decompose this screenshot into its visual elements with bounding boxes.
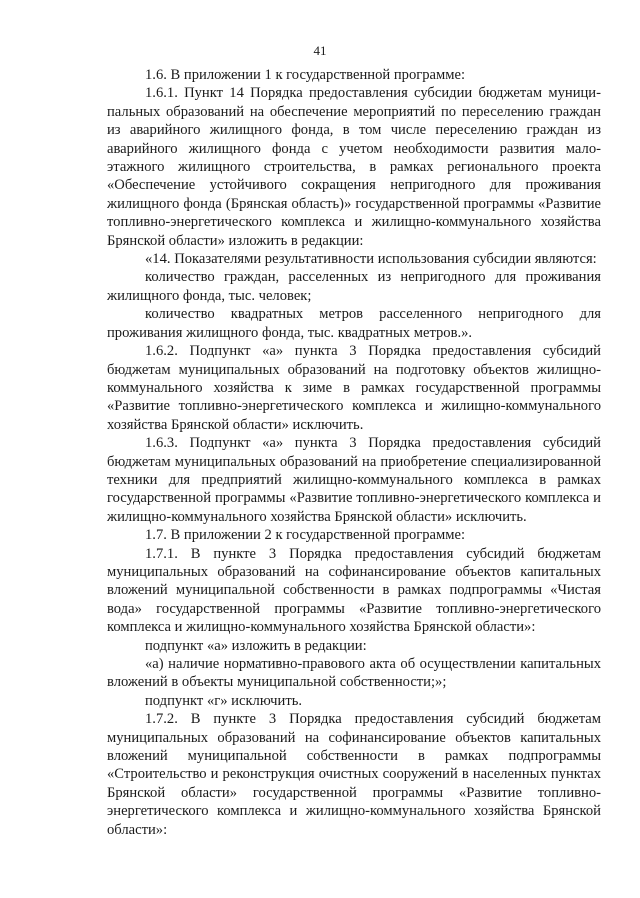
section-1-6-heading: 1.6. В приложении 1 к государственной программе: [145,67,466,83]
subitem-a-text: «а) наличие нормативно-правового акта об осуществлении капитальных вложений в объекты муниципальной собственности;»; [107,656,601,691]
item-14-intro: «14. Показателями результативности использования субсидии являются: [145,251,597,268]
indicator-square-meters: количество квадратных метров расселенного непригодного для проживания жилищного фонда, тыс. квадратных метров.». [107,306,601,341]
document-body [107,66,601,839]
section-1-7-heading: 1.7. В приложении 2 к государственной программе: [145,527,466,544]
subitem-a-instruction: подпункт «а» изложить в редакции: [145,637,367,654]
item-1-7-2: 1.7.2. В пункте 3 Порядка предоставления субсидий бюджетам муниципальных образований на софинансирование объектов капитальных вложений муниципальной собственности в рамках подпрограммы «Строительство и реконструкция очистных сооружений в населенных пунктах Брянской области» государственной программы «Развитие топливно-энергетического комплекса и жилищно-коммунального хозяйства Брянской области»: [107,711,601,838]
item-1-6-2: 1.6.2. Подпункт «а» пункта 3 Порядка предоставления субсидий бюджетам муниципальных образований на подготовку объектов жилищно-коммунального хозяйства к зиме в рамках государственной программы «Развитие топливно-энергетического комплекса и жилищно-коммунального хозяйства Брянской области» исключить. [107,343,601,433]
item-1-6-3: 1.6.3. Подпункт «а» пункта 3 Порядка предоставления субсидий бюджетам муниципальных образований на приобретение специализированной техники для предприятий жилищно-коммунального комплекса в рамках государственной программы «Развитие топливно-энергетического комплекса и жилищно-коммунального хозяйства Брянской области» исключить. [107,435,601,525]
indicator-citizens: количество граждан, расселенных из непригодного для проживания жилищного фонда, тыс. человек; [107,269,601,304]
page-number: 41 [313,43,327,58]
item-1-6-1: 1.6.1. Пункт 14 Порядка предоставления субсидии бюджетам муниципальных образований на обеспечение мероприятий по переселению граждан из аварийного жилищного фонда, в том числе переселению граждан из аварийного жилищного фонда с учетом необходимости развития малоэтажного жилищного строительства, в рамках регионального проекта «Обеспечение устойчивого сокращения непригодного для проживания жилищного фонда (Брянская область)» государственной программы «Развитие топливно-энергетического комплекса и жилищно-коммунального хозяйства Брянской области» изложить в редакции: [107,85,601,249]
subitem-g-instruction: подпункт «г» исключить. [145,692,303,709]
item-1-7-1: 1.7.1. В пункте 3 Порядка предоставления субсидий бюджетам муниципальных образований на софинансирование объектов капитальных вложений муниципальной собственности в рамках подпрограммы «Чистая вода» государственной программы «Развитие топливно-энергетического комплекса и жилищно-коммунального хозяйства Брянской области»: [107,545,601,636]
